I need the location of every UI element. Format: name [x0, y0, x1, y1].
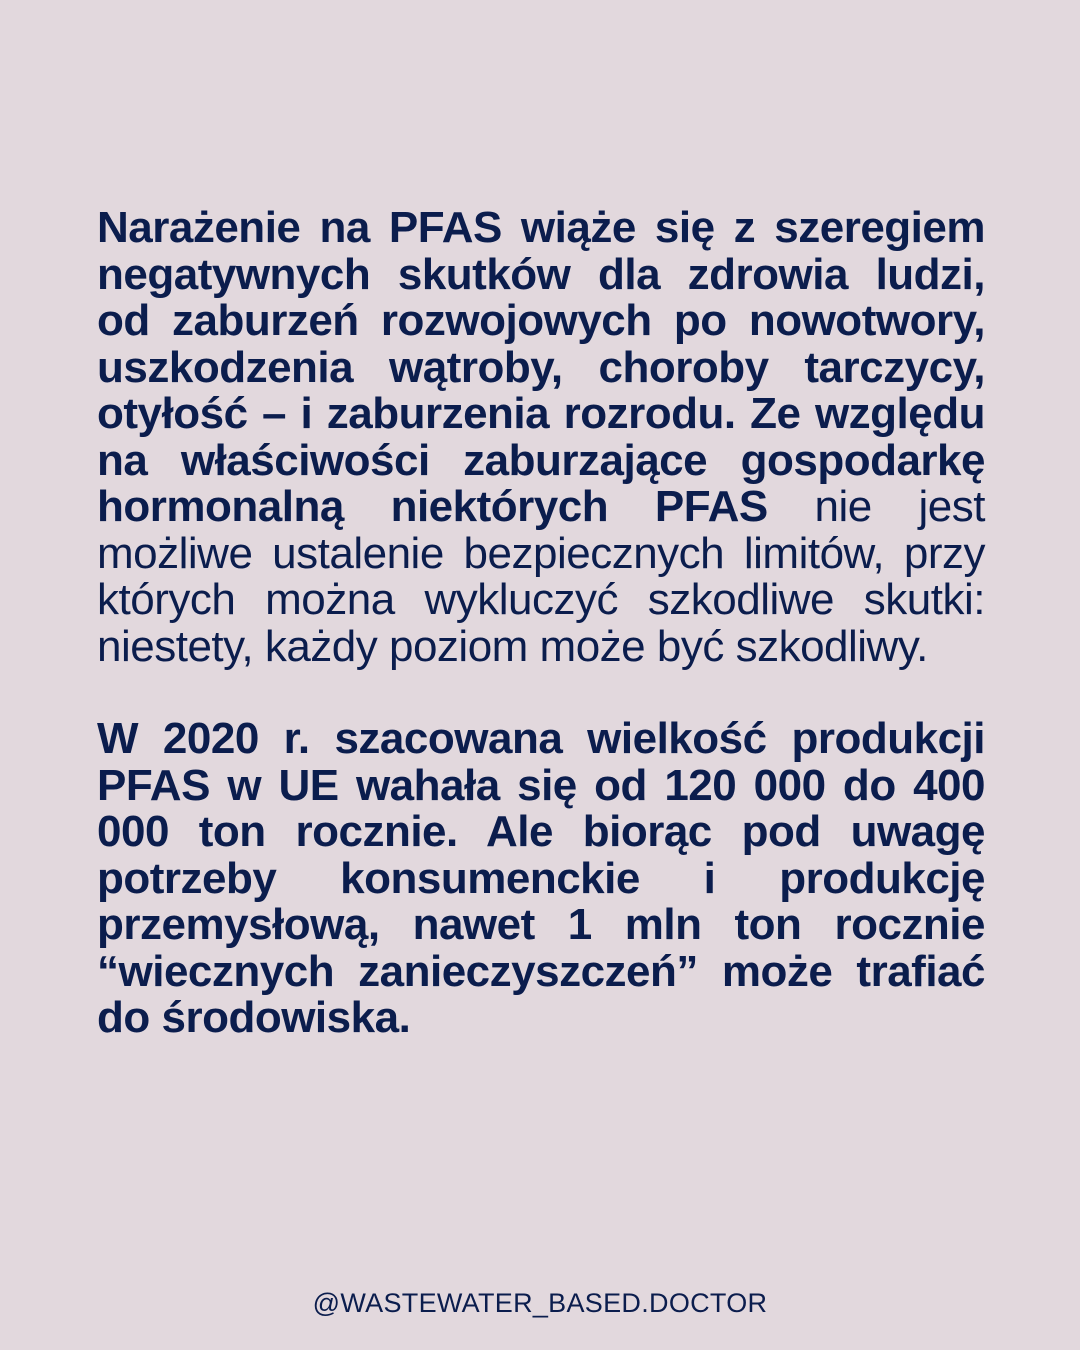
- account-handle: @WASTEWATER_BASED.DOCTOR: [312, 1288, 768, 1318]
- paragraph-production-bold: W 2020 r. szacowana wielkość produkcji PFAS w UE wahała się od 120 000 do 400 000 ton rocznie. Ale biorąc pod uwagę potrzeby konsumenckie i produkcję przemysłową, nawet 1 mln ton rocznie “wiecznych zanieczyszczeń” może trafiać do środowiska.: [97, 714, 985, 1042]
- paragraph-production: [97, 716, 985, 1042]
- paragraph-health-effects: [97, 205, 985, 670]
- paragraph-health-effects-bold: Narażenie na PFAS wiąże się z szeregiem negatywnych skutków dla zdrowia ludzi, od zaburzeń rozwojowych po nowotwory, uszkodzenia wątroby, choroby tarczycy, otyłość – i zaburzenia rozrodu. Ze względu na właściwości zaburzające gospodarkę hormonalną niektórych PFAS: [97, 203, 985, 531]
- paragraph-health-effects-regular: nie jest możliwe ustalenie bezpiecznych limitów, przy których można wykluczyć szkodliwe skutki: niestety, każdy poziom może być szkodliwy.: [97, 482, 985, 671]
- post-content: [97, 205, 985, 1042]
